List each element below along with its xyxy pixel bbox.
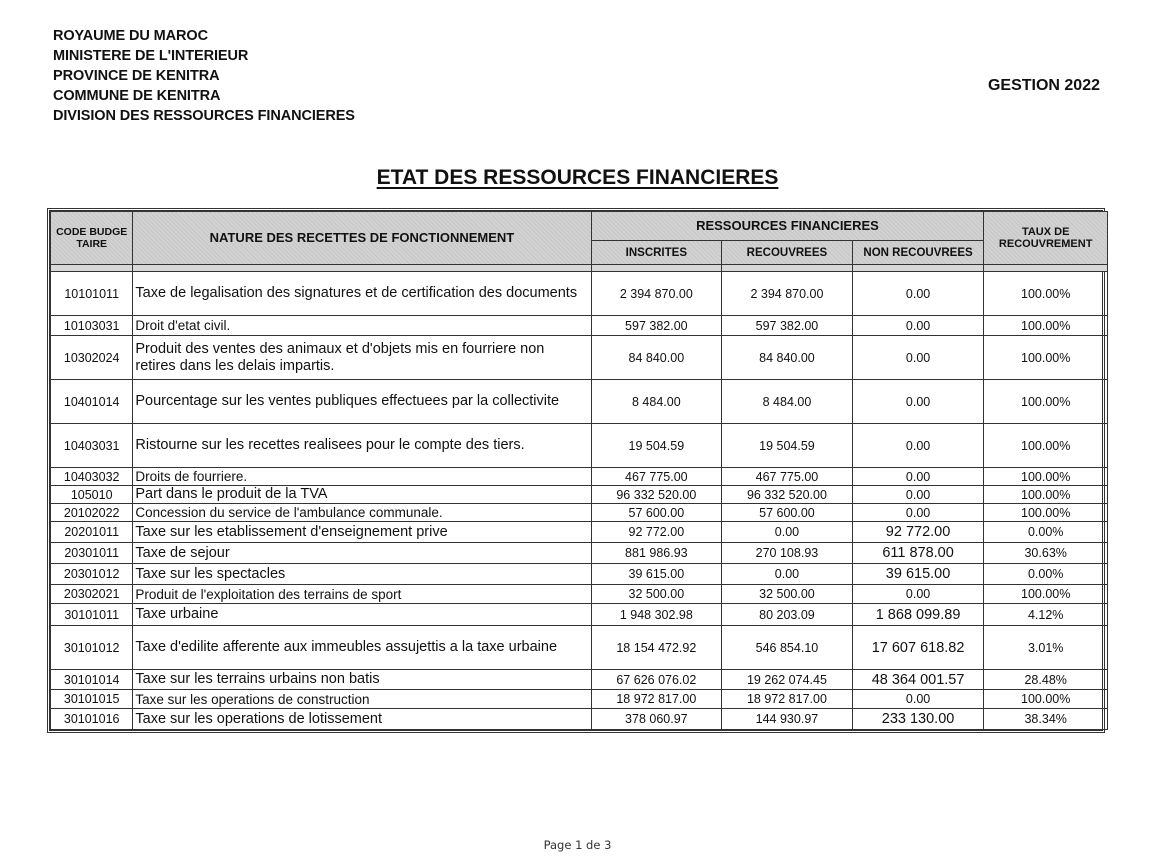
cell-taux: 100.00%	[984, 468, 1108, 486]
cell-nature: Taxe de sejour	[133, 543, 591, 564]
cell-code: 20302021	[51, 585, 133, 604]
cell-code: 30101015	[51, 690, 133, 709]
cell-code: 105010	[51, 486, 133, 504]
table-row	[51, 522, 1108, 543]
table-row	[51, 380, 1108, 424]
cell-non-recouvrees: 1 868 099.89	[852, 604, 984, 626]
cell-recouvrees: 597 382.00	[722, 316, 853, 336]
cell-taux: 100.00%	[984, 424, 1108, 468]
cell-inscrites: 84 840.00	[591, 336, 722, 380]
cell-recouvrees: 96 332 520.00	[722, 486, 853, 504]
page-title	[0, 166, 1155, 190]
cell-non-recouvrees: 0.00	[852, 316, 984, 336]
page-title-text: ETAT DES RESSOURCES FINANCIERES	[376, 166, 779, 189]
header-taux: TAUX DE RECOUVREMENT	[984, 212, 1108, 265]
cell-non-recouvrees: 92 772.00	[852, 522, 984, 543]
cell-inscrites: 597 382.00	[591, 316, 722, 336]
header-line: MINISTERE DE L'INTERIEUR	[53, 48, 249, 64]
cell-taux: 100.00%	[984, 272, 1108, 316]
cell-inscrites: 32 500.00	[591, 585, 722, 604]
table-row	[51, 272, 1108, 316]
cell-inscrites: 18 972 817.00	[591, 690, 722, 709]
cell-nature: Droits de fourriere.	[133, 468, 591, 486]
cell-nature: Taxe sur les operations de lotissement	[133, 709, 591, 730]
header-line: COMMUNE DE KENITRA	[53, 88, 221, 104]
cell-inscrites: 8 484.00	[591, 380, 722, 424]
cell-taux: 30.63%	[984, 543, 1108, 564]
table-row	[51, 709, 1108, 730]
cell-code: 10401014	[51, 380, 133, 424]
cell-recouvrees: 32 500.00	[722, 585, 853, 604]
header-line: ROYAUME DU MAROC	[53, 28, 208, 44]
header-recouvrees: RECOUVREES	[722, 241, 853, 265]
cell-code: 10403031	[51, 424, 133, 468]
cell-code: 30101016	[51, 709, 133, 730]
header-non-recouvrees: NON RECOUVREES	[852, 241, 984, 265]
table-body	[51, 272, 1108, 730]
cell-non-recouvrees: 0.00	[852, 690, 984, 709]
cell-nature: Taxe sur les etablissement d'enseignement prive	[133, 522, 591, 543]
cell-code: 30101014	[51, 670, 133, 690]
cell-non-recouvrees: 0.00	[852, 272, 984, 316]
cell-nature: Produit de l'exploitation des terrains de sport	[133, 585, 591, 604]
header-nature: NATURE DES RECETTES DE FONCTIONNEMENT	[133, 212, 591, 265]
table-row	[51, 585, 1108, 604]
page-number: Page 1 de 3	[543, 838, 612, 852]
cell-recouvrees: 84 840.00	[722, 336, 853, 380]
cell-recouvrees: 18 972 817.00	[722, 690, 853, 709]
resources-table	[50, 211, 1108, 730]
cell-inscrites: 881 986.93	[591, 543, 722, 564]
cell-inscrites: 67 626 076.02	[591, 670, 722, 690]
table-row	[51, 626, 1108, 670]
cell-non-recouvrees: 0.00	[852, 585, 984, 604]
cell-recouvrees: 57 600.00	[722, 504, 853, 522]
header-line: PROVINCE DE KENITRA	[53, 68, 220, 84]
gestion-year: GESTION 2022	[987, 77, 1100, 94]
cell-inscrites: 92 772.00	[591, 522, 722, 543]
cell-nature: Droit d'etat civil.	[133, 316, 591, 336]
header-code: CODE BUDGETAIRE	[51, 212, 133, 265]
cell-non-recouvrees: 48 364 001.57	[852, 670, 984, 690]
cell-nature: Pourcentage sur les ventes publiques effectuees par la collectivite	[133, 380, 591, 424]
cell-non-recouvrees: 0.00	[852, 380, 984, 424]
cell-recouvrees: 144 930.97	[722, 709, 853, 730]
cell-inscrites: 18 154 472.92	[591, 626, 722, 670]
cell-recouvrees: 19 262 074.45	[722, 670, 853, 690]
cell-inscrites: 19 504.59	[591, 424, 722, 468]
cell-nature: Ristourne sur les recettes realisees pour le compte des tiers.	[133, 424, 591, 468]
cell-taux: 100.00%	[984, 585, 1108, 604]
cell-non-recouvrees: 0.00	[852, 424, 984, 468]
cell-taux: 100.00%	[984, 316, 1108, 336]
cell-inscrites: 378 060.97	[591, 709, 722, 730]
header-block	[53, 26, 355, 126]
cell-taux: 0.00%	[984, 522, 1108, 543]
cell-non-recouvrees: 0.00	[852, 468, 984, 486]
cell-taux: 28.48%	[984, 670, 1108, 690]
cell-non-recouvrees: 611 878.00	[852, 543, 984, 564]
cell-non-recouvrees: 17 607 618.82	[852, 626, 984, 670]
cell-code: 30101011	[51, 604, 133, 626]
table-row	[51, 690, 1108, 709]
cell-nature: Taxe sur les terrains urbains non batis	[133, 670, 591, 690]
cell-non-recouvrees: 39 615.00	[852, 564, 984, 585]
cell-recouvrees: 467 775.00	[722, 468, 853, 486]
table-container	[47, 208, 1105, 733]
cell-nature: Taxe de legalisation des signatures et de certification des documents	[133, 272, 591, 316]
cell-code: 10302024	[51, 336, 133, 380]
cell-non-recouvrees: 233 130.00	[852, 709, 984, 730]
cell-taux: 3.01%	[984, 626, 1108, 670]
cell-inscrites: 96 332 520.00	[591, 486, 722, 504]
cell-inscrites: 2 394 870.00	[591, 272, 722, 316]
cell-code: 20102022	[51, 504, 133, 522]
header-spacer	[51, 265, 1108, 272]
cell-nature: Taxe d'edilite afferente aux immeubles assujettis a la taxe urbaine	[133, 626, 591, 670]
cell-inscrites: 1 948 302.98	[591, 604, 722, 626]
table-row	[51, 543, 1108, 564]
table-frame	[47, 208, 1105, 733]
cell-taux: 4.12%	[984, 604, 1108, 626]
table-row	[51, 504, 1108, 522]
cell-taux: 100.00%	[984, 380, 1108, 424]
cell-recouvrees: 546 854.10	[722, 626, 853, 670]
table-row	[51, 604, 1108, 626]
cell-non-recouvrees: 0.00	[852, 504, 984, 522]
cell-recouvrees: 0.00	[722, 522, 853, 543]
cell-taux: 0.00%	[984, 564, 1108, 585]
cell-recouvrees: 8 484.00	[722, 380, 853, 424]
cell-inscrites: 467 775.00	[591, 468, 722, 486]
cell-inscrites: 39 615.00	[591, 564, 722, 585]
cell-taux: 100.00%	[984, 336, 1108, 380]
cell-non-recouvrees: 0.00	[852, 486, 984, 504]
cell-nature: Taxe sur les spectacles	[133, 564, 591, 585]
cell-nature: Produit des ventes des animaux et d'objets mis en fourriere non retires dans les delais impartis.	[133, 336, 591, 380]
cell-taux: 100.00%	[984, 486, 1108, 504]
cell-code: 30101012	[51, 626, 133, 670]
cell-code: 20301012	[51, 564, 133, 585]
header-ressources: RESSOURCES FINANCIERES	[591, 212, 984, 241]
cell-code: 20201011	[51, 522, 133, 543]
cell-recouvrees: 270 108.93	[722, 543, 853, 564]
table-row	[51, 564, 1108, 585]
table-row	[51, 486, 1108, 504]
cell-non-recouvrees: 0.00	[852, 336, 984, 380]
cell-code: 20301011	[51, 543, 133, 564]
table-row	[51, 424, 1108, 468]
cell-code: 10101011	[51, 272, 133, 316]
table-row	[51, 468, 1108, 486]
cell-nature: Taxe urbaine	[133, 604, 591, 626]
cell-nature: Concession du service de l'ambulance communale.	[133, 504, 591, 522]
table-row	[51, 316, 1108, 336]
cell-recouvrees: 19 504.59	[722, 424, 853, 468]
header-line: DIVISION DES RESSOURCES FINANCIERES	[53, 108, 355, 124]
cell-nature: Part dans le produit de la TVA	[133, 486, 591, 504]
cell-taux: 38.34%	[984, 709, 1108, 730]
cell-code: 10403032	[51, 468, 133, 486]
cell-nature: Taxe sur les operations de construction	[133, 690, 591, 709]
cell-recouvrees: 80 203.09	[722, 604, 853, 626]
cell-recouvrees: 0.00	[722, 564, 853, 585]
table-row	[51, 670, 1108, 690]
cell-taux: 100.00%	[984, 504, 1108, 522]
cell-inscrites: 57 600.00	[591, 504, 722, 522]
cell-recouvrees: 2 394 870.00	[722, 272, 853, 316]
cell-taux: 100.00%	[984, 690, 1108, 709]
table-row	[51, 336, 1108, 380]
cell-code: 10103031	[51, 316, 133, 336]
header-inscrites: INSCRITES	[591, 241, 722, 265]
